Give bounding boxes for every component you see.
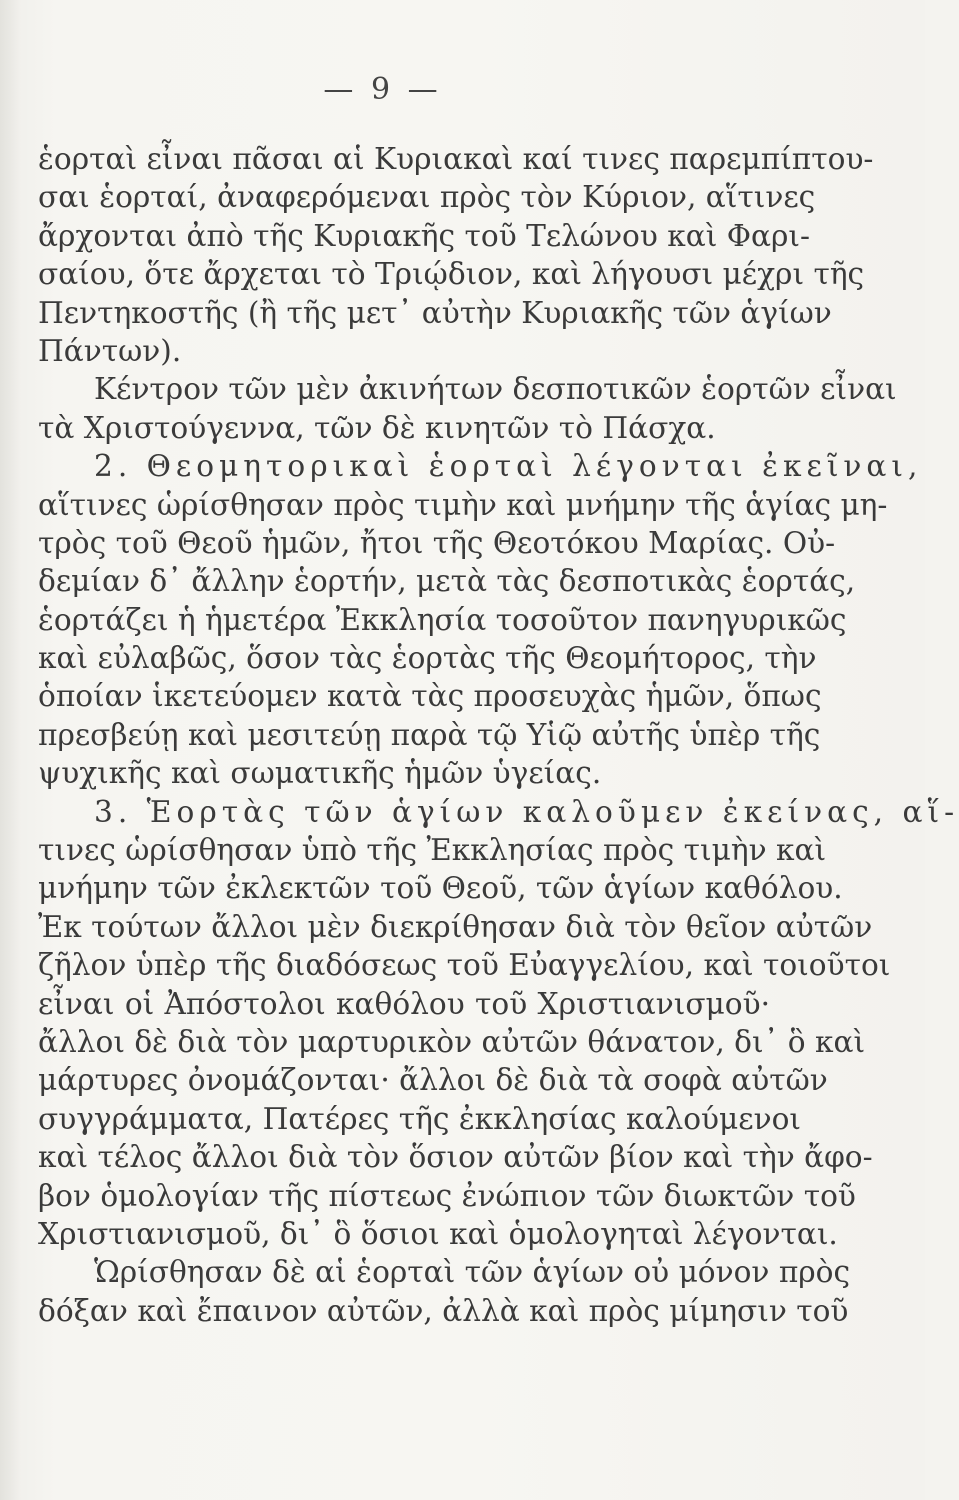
text-line: σαίου, ὅτε ἄρχεται τὸ Τριῴδιον, καὶ λήγουσι μέχρι τῆς: [38, 257, 865, 292]
text-line: 3. Ἑορτὰς τῶν ἁγίων καλοῦμεν ἐκείνας, αἵ-: [94, 794, 959, 829]
text-line: ἑορταὶ εἶναι πᾶσαι αἱ Κυριακαὶ καί τινες παρεμπίπτου-: [38, 142, 874, 176]
text-line: Πεντηκοστῆς (ἢ τῆς μετ᾽ αὐτὴν Κυριακῆς τῶν ἁγίων: [38, 295, 832, 330]
text-line: δόξαν καὶ ἔπαινον αὐτῶν, ἀλλὰ καὶ πρὸς μίμησιν τοῦ: [38, 1293, 849, 1328]
text-line: Πάντων).: [38, 333, 182, 368]
text-line: Κέντρον τῶν μὲν ἀκινήτων δεσποτικῶν ἑορτῶν εἶναι: [94, 372, 897, 407]
body-text: [38, 140, 959, 1330]
text-line: μνήμην τῶν ἐκλεκτῶν τοῦ Θεοῦ, τῶν ἁγίων καθόλου.: [38, 871, 843, 906]
text-line: 2. Θεομητορικαὶ ἑορταὶ λέγονται ἐκεῖναι,: [94, 449, 923, 484]
text-line: ὁποίαν ἱκετεύομεν κατὰ τὰς προσευχὰς ἡμῶν, ὅπως: [38, 679, 822, 714]
text-line: ἄρχονται ἀπὸ τῆς Κυριακῆς τοῦ Τελώνου καὶ Φαρι-: [38, 218, 811, 253]
text-line: Χριστιανισμοῦ, δι᾽ ὃ ὅσιοι καὶ ὁμολογηταὶ λέγονται.: [38, 1216, 838, 1251]
text-line: τινες ὡρίσθησαν ὑπὸ τῆς Ἐκκλησίας πρὸς τιμὴν καὶ: [38, 833, 827, 868]
text-line: ἄλλοι δὲ διὰ τὸν μαρτυρικὸν αὐτῶν θάνατον, δι᾽ ὃ καὶ: [38, 1024, 866, 1059]
page-gutter-shadow: [0, 0, 20, 1500]
text-line: καὶ τέλος ἄλλοι διὰ τὸν ὅσιον αὐτῶν βίον καὶ τὴν ἄφο-: [38, 1140, 873, 1175]
page-number: — 9 —: [323, 72, 442, 107]
text-line: συγγράμματα, Πατέρες τῆς ἐκκλησίας καλούμενοι: [38, 1101, 802, 1136]
text-line: δεμίαν δ᾽ ἄλλην ἑορτήν, μετὰ τὰς δεσποτικὰς ἑορτάς,: [38, 564, 856, 599]
text-line: αἵτινες ὡρίσθησαν πρὸς τιμὴν καὶ μνήμην τῆς ἁγίας μη-: [38, 487, 888, 522]
text-line: Ὡρίσθησαν δὲ αἱ ἑορταὶ τῶν ἁγίων οὐ μόνον πρὸς: [94, 1255, 851, 1290]
text-line: ζῆλον ὑπὲρ τῆς διαδόσεως τοῦ Εὐαγγελίου, καὶ τοιοῦτοι: [38, 948, 891, 983]
text-line: σαι ἑορταί, ἀναφερόμεναι πρὸς τὸν Κύριον, αἵτινες: [38, 180, 816, 215]
text-line: μάρτυρες ὀνομάζονται· ἄλλοι δὲ διὰ τὰ σοφὰ αὐτῶν: [38, 1063, 828, 1098]
text-line: πρεσβεύῃ καὶ μεσιτεύῃ παρὰ τῷ Υἱῷ αὐτῆς ὑπὲρ τῆς: [38, 717, 821, 752]
text-line: εἶναι οἱ Ἀπόστολοι καθόλου τοῦ Χριστιανισμοῦ·: [38, 986, 770, 1021]
text-line: βον ὁμολογίαν τῆς πίστεως ἐνώπιον τῶν διωκτῶν τοῦ: [38, 1178, 856, 1213]
text-line: Ἐκ τούτων ἄλλοι μὲν διεκρίθησαν διὰ τὸν θεῖον αὐτῶν: [38, 909, 873, 944]
text-line: ψυχικῆς καὶ σωματικῆς ἡμῶν ὑγείας.: [38, 756, 602, 791]
text-line: τρὸς τοῦ Θεοῦ ἡμῶν, ἤτοι τῆς Θεοτόκου Μαρίας. Οὐ-: [38, 525, 836, 560]
text-line: ἑορτάζει ἡ ἡμετέρα Ἐκκλησία τοσοῦτον πανηγυρικῶς: [38, 602, 847, 637]
text-line: καὶ εὐλαβῶς, ὅσον τὰς ἑορτὰς τῆς Θεομήτορος, τὴν: [38, 641, 817, 676]
text-line: τὰ Χριστούγεννα, τῶν δὲ κινητῶν τὸ Πάσχα.: [38, 410, 716, 445]
